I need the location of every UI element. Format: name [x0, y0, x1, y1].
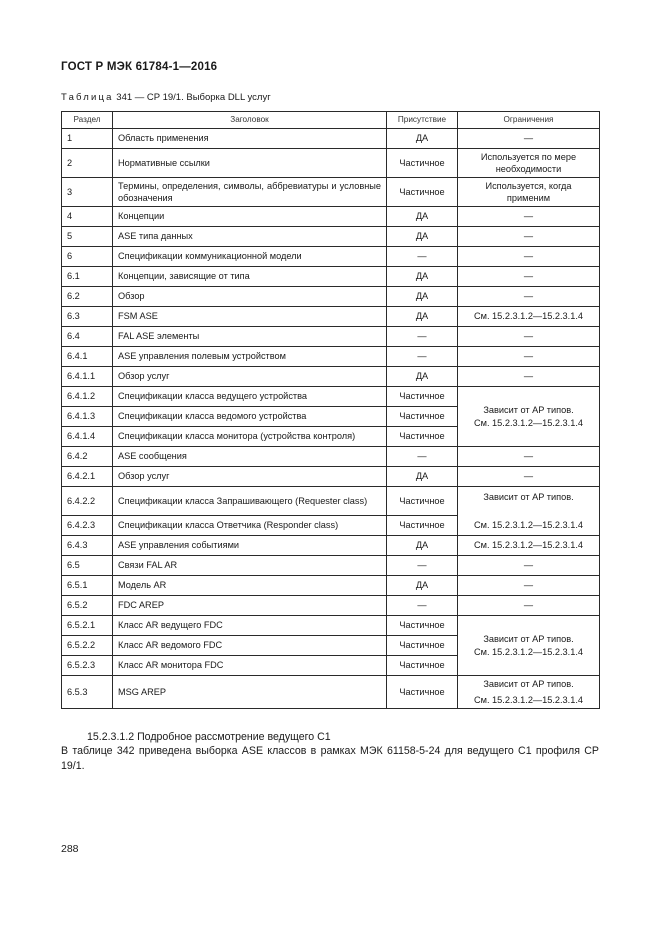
cell-section: 6.4.2.2: [62, 487, 113, 516]
table-row: [62, 149, 600, 178]
cell-title: ASE управления событиями: [113, 536, 387, 556]
cell-title: ASE управления полевым устройством: [113, 347, 387, 367]
body-paragraph: В таблице 342 приведена выборка ASE классов в рамках МЭК 61158-5-24 для ведущего С1 профиля CP 19/1.: [61, 745, 599, 772]
table-row: [62, 327, 600, 347]
cell-title: FAL ASE элементы: [113, 327, 387, 347]
cell-limits: См. 15.2.3.1.2—15.2.3.1.4: [458, 307, 600, 327]
cell-limits: —: [458, 596, 600, 616]
cell-presence: Частичное: [387, 427, 458, 447]
cell-presence: ДА: [387, 367, 458, 387]
cell-title: Область применения: [113, 129, 387, 149]
cell-title: Модель AR: [113, 576, 387, 596]
cell-section: 6.4.2.3: [62, 516, 113, 536]
cell-presence: —: [387, 347, 458, 367]
cell-title: Класс AR ведущего FDC: [113, 616, 387, 636]
cell-title: MSG AREP: [113, 676, 387, 709]
cell-presence: Частичное: [387, 487, 458, 516]
header-section: Раздел: [62, 112, 113, 129]
cell-limits: Используется, когда применим: [458, 178, 600, 207]
cell-section: 6.4.1.1: [62, 367, 113, 387]
cell-section: 6.4.1.3: [62, 407, 113, 427]
cell-presence: ДА: [387, 536, 458, 556]
header-title: Заголовок: [113, 112, 387, 129]
cell-section: 6.5.2: [62, 596, 113, 616]
cell-presence: —: [387, 596, 458, 616]
cell-title: Обзор услуг: [113, 367, 387, 387]
cell-presence: ДА: [387, 307, 458, 327]
cell-presence: Частичное: [387, 656, 458, 676]
cell-section: 6.2: [62, 287, 113, 307]
cell-section: 2: [62, 149, 113, 178]
cell-limits: —: [458, 367, 600, 387]
cell-section: 6.4.1: [62, 347, 113, 367]
cell-limits: —: [458, 227, 600, 247]
merged-line-1: Зависит от AP типов.: [483, 492, 574, 502]
merged-line-2: См. 15.2.3.1.2—15.2.3.1.4: [474, 646, 583, 657]
cell-presence: Частичное: [387, 516, 458, 536]
cell-title: Концепции, зависящие от типа: [113, 267, 387, 287]
table-row: [62, 287, 600, 307]
cell-section: 6.4.1.2: [62, 387, 113, 407]
cell-title: Связи FAL AR: [113, 556, 387, 576]
table-row: [62, 247, 600, 267]
cell-title: Спецификации класса ведомого устройства: [113, 407, 387, 427]
cell-section: 6.4.1.4: [62, 427, 113, 447]
cell-section: 6.5: [62, 556, 113, 576]
cell-section: 6.5.2.3: [62, 656, 113, 676]
cell-title: Спецификации коммуникационной модели: [113, 247, 387, 267]
cell-limits: —: [458, 447, 600, 467]
cell-presence: Частичное: [387, 676, 458, 709]
cell-section: 6.5.2.1: [62, 616, 113, 636]
cell-limits: —: [458, 207, 600, 227]
table-row: [62, 576, 600, 596]
merged-line-2: См. 15.2.3.1.2—15.2.3.1.4: [474, 695, 583, 705]
cell-limits: Используется по мере необходимости: [458, 149, 600, 178]
table-row: [62, 367, 600, 387]
table-row: [62, 556, 600, 576]
cell-section: 6.3: [62, 307, 113, 327]
table-row: [62, 267, 600, 287]
page-number: 288: [61, 843, 79, 855]
cell-section: 1: [62, 129, 113, 149]
cell-section: 6.5.2.2: [62, 636, 113, 656]
table-row: [62, 129, 600, 149]
cell-presence: ДА: [387, 227, 458, 247]
table-row: [62, 536, 600, 556]
cell-presence: ДА: [387, 267, 458, 287]
table-row: [62, 387, 600, 407]
cell-limits: См. 15.2.3.1.2—15.2.3.1.4: [458, 536, 600, 556]
cell-presence: Частичное: [387, 636, 458, 656]
table-caption: [61, 92, 271, 103]
cell-presence: Частичное: [387, 407, 458, 427]
cell-title: Спецификации класса Запрашивающего (Requester class): [113, 487, 387, 516]
cell-limits-merged: [458, 616, 600, 676]
cell-limits-merged: [458, 387, 600, 447]
document-header: ГОСТ Р МЭК 61784-1—2016: [61, 61, 218, 73]
cell-limits-merged: [458, 487, 600, 536]
cell-limits-merged: [458, 676, 600, 709]
cell-section: 6: [62, 247, 113, 267]
table-row: [62, 676, 600, 709]
table-row: [62, 467, 600, 487]
header-limits: Ограничения: [458, 112, 600, 129]
subsection-heading: 15.2.3.1.2 Подробное рассмотрение ведущего С1: [87, 731, 331, 743]
merged-line-1: Зависит от AP типов.: [483, 678, 574, 689]
cell-section: 4: [62, 207, 113, 227]
cell-limits: —: [458, 267, 600, 287]
cell-title: Спецификации класса ведущего устройства: [113, 387, 387, 407]
cell-section: 6.1: [62, 267, 113, 287]
table-header-row: [62, 112, 600, 129]
merged-line-1: Зависит от AP типов.: [483, 405, 574, 415]
cell-title: Обзор: [113, 287, 387, 307]
cell-presence: —: [387, 327, 458, 347]
cell-presence: —: [387, 556, 458, 576]
cell-section: 3: [62, 178, 113, 207]
cell-title: Термины, определения, символы, аббревиатуры и условные обозначения: [113, 178, 387, 207]
cell-limits: —: [458, 467, 600, 487]
cell-limits: —: [458, 287, 600, 307]
cell-presence: Частичное: [387, 387, 458, 407]
table-row: [62, 596, 600, 616]
cell-section: 6.5.1: [62, 576, 113, 596]
cell-presence: Частичное: [387, 149, 458, 178]
cell-presence: —: [387, 247, 458, 267]
merged-line-1: Зависит от AP типов.: [483, 634, 574, 644]
cell-presence: Частичное: [387, 178, 458, 207]
cell-title: Класс AR ведомого FDC: [113, 636, 387, 656]
cell-section: 6.5.3: [62, 676, 113, 709]
cell-limits: —: [458, 129, 600, 149]
cell-limits: —: [458, 247, 600, 267]
cell-presence: ДА: [387, 129, 458, 149]
table-row: [62, 227, 600, 247]
cell-title: ASE сообщения: [113, 447, 387, 467]
cell-presence: ДА: [387, 467, 458, 487]
table-row: [62, 307, 600, 327]
cell-presence: —: [387, 447, 458, 467]
cell-title: FSM ASE: [113, 307, 387, 327]
table-row: [62, 487, 600, 516]
header-presence: Присутствие: [387, 112, 458, 129]
cell-presence: ДА: [387, 207, 458, 227]
table-row: [62, 347, 600, 367]
cell-presence: Частичное: [387, 616, 458, 636]
caption-label: Таблица: [61, 92, 114, 103]
table-row: [62, 207, 600, 227]
cell-section: 6.4.2: [62, 447, 113, 467]
merged-line-2: См. 15.2.3.1.2—15.2.3.1.4: [474, 520, 583, 530]
cell-limits: —: [458, 327, 600, 347]
dll-services-table: [61, 111, 600, 709]
caption-text: 341 — CP 19/1. Выборка DLL услуг: [116, 92, 271, 103]
table-row: [62, 447, 600, 467]
cell-section: 5: [62, 227, 113, 247]
table-row: [62, 178, 600, 207]
cell-section: 6.4.2.1: [62, 467, 113, 487]
cell-title: Спецификации класса монитора (устройства контроля): [113, 427, 387, 447]
merged-line-2: См. 15.2.3.1.2—15.2.3.1.4: [474, 417, 583, 428]
cell-title: Класс AR монитора FDC: [113, 656, 387, 676]
cell-limits: —: [458, 556, 600, 576]
cell-title: Спецификации класса Ответчика (Responder class): [113, 516, 387, 536]
cell-limits: —: [458, 576, 600, 596]
cell-title: Нормативные ссылки: [113, 149, 387, 178]
cell-presence: ДА: [387, 576, 458, 596]
cell-title: Обзор услуг: [113, 467, 387, 487]
cell-section: 6.4: [62, 327, 113, 347]
cell-title: ASE типа данных: [113, 227, 387, 247]
cell-title: Концепции: [113, 207, 387, 227]
cell-title: FDC AREP: [113, 596, 387, 616]
cell-presence: ДА: [387, 287, 458, 307]
cell-section: 6.4.3: [62, 536, 113, 556]
table-row: [62, 616, 600, 636]
cell-limits: —: [458, 347, 600, 367]
